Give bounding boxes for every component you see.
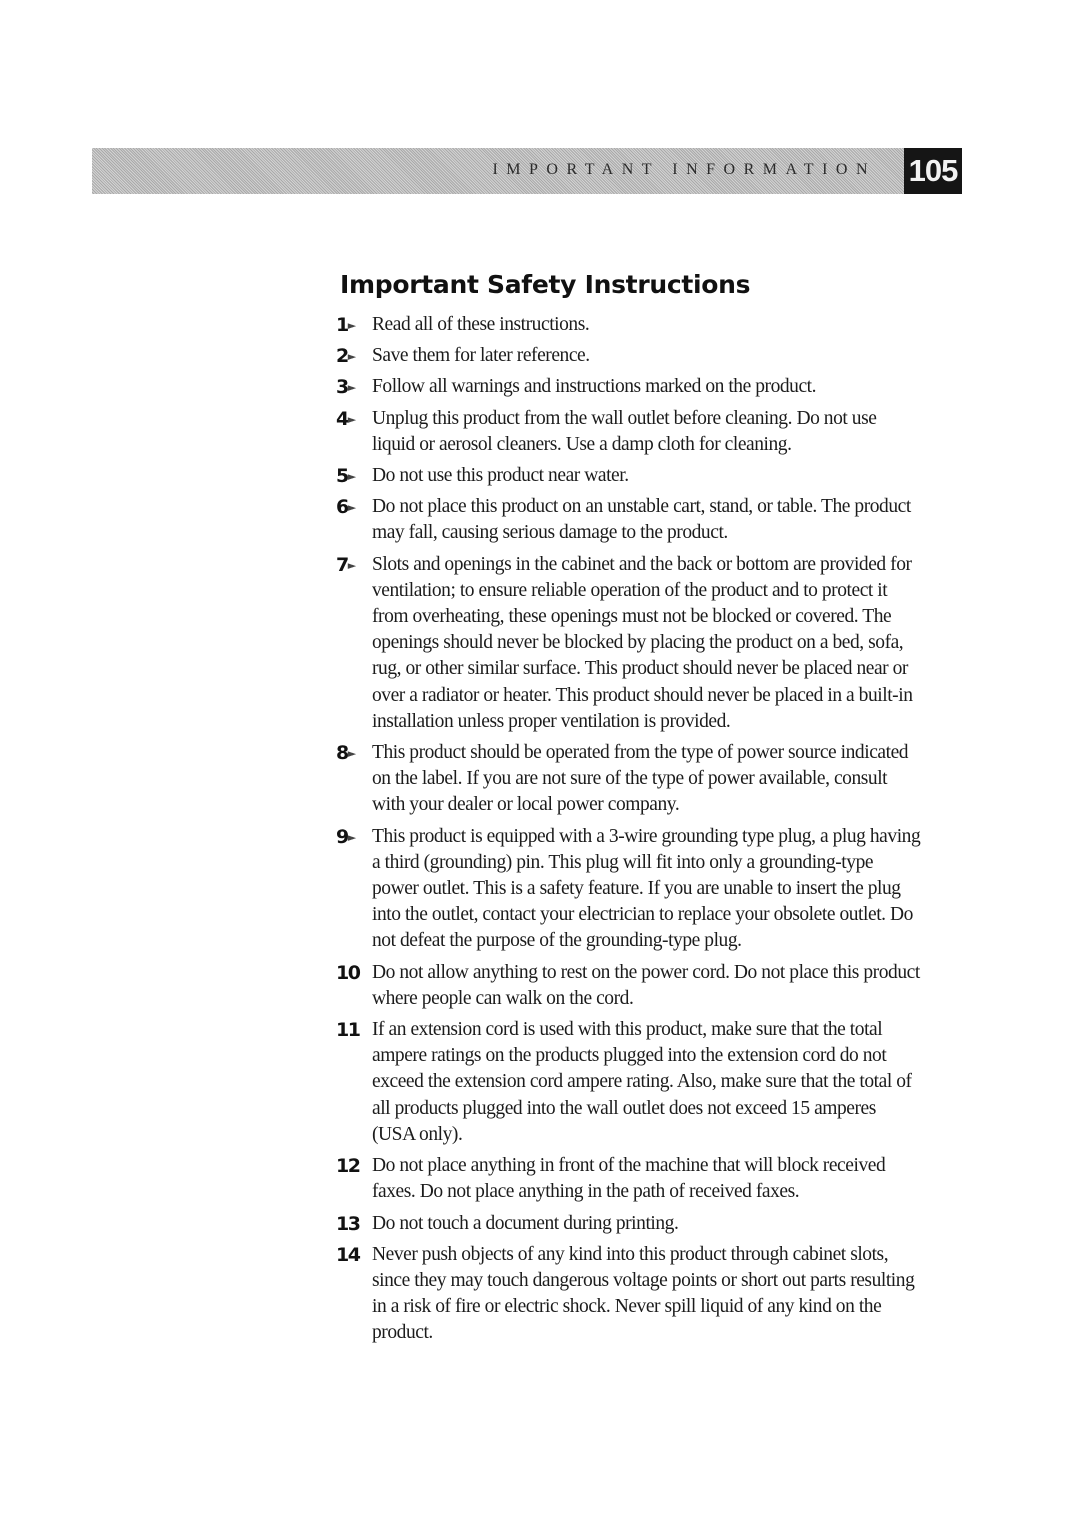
step-number: [336, 960, 370, 986]
instruction-item: [336, 374, 922, 400]
step-number-value: 9: [336, 825, 348, 848]
instruction-item: [336, 960, 922, 1012]
header-label: IMPORTANT INFORMATION: [492, 161, 876, 178]
arrow-icon: ►: [347, 830, 357, 844]
step-number-value: 7: [336, 553, 348, 576]
arrow-icon: ►: [347, 501, 357, 515]
step-number-value: 5: [336, 465, 348, 488]
instruction-text: Read all of these instructions.: [372, 314, 590, 335]
step-number: [336, 406, 370, 433]
step-number-value: 1: [336, 314, 348, 336]
section-title: Important Safety Instructions: [340, 270, 751, 299]
step-number-value: 3: [336, 376, 348, 399]
instruction-text: Do not place this product on an unstable cart, stand, or table. The product may fall, causing serious damage to the product.: [372, 496, 911, 544]
step-number: [336, 824, 370, 851]
instruction-text: Do not place anything in front of the machine that will block received faxes. Do not place anything in the path of received faxes.: [372, 1155, 886, 1203]
arrow-icon: ►: [347, 558, 357, 572]
instruction-text: Do not allow anything to rest on the power cord. Do not place this product where people can walk on the cord.: [372, 961, 920, 1009]
instruction-item: [336, 1211, 922, 1237]
arrow-icon: ►: [347, 350, 357, 364]
instruction-list: [336, 312, 922, 1352]
instruction-item: [336, 494, 922, 546]
instruction-text: Save them for later reference.: [372, 345, 590, 367]
instruction-text: Slots and openings in the cabinet and the back or bottom are provided for ventilation; to ensure reliable operation of the product and to protect it from overheating, these openings must not be blocked or covered. The openings should never be blocked by placing the product on a bed, sofa, rug, or other similar surface. This product should never be placed near or over a radiator or heater. This product should never be placed in a built-in installation unless proper ventilation is provided.: [372, 553, 913, 732]
instruction-text: Do not touch a document during printing.: [372, 1212, 679, 1234]
step-number-value: 2: [336, 345, 348, 368]
step-number-value: 6: [336, 496, 348, 519]
step-number-value: 14: [336, 1243, 360, 1266]
instruction-text: This product is equipped with a 3-wire grounding type plug, a plug having a third (grounding) pin. This plug will fit into only a grounding-type power outlet. This is a safety feature. If you are unable to insert the plug into the outlet, contact your electrician to replace your obsolete outlet. Do not defeat the purpose of the grounding-type plug.: [372, 825, 921, 952]
arrow-icon: ►: [347, 470, 357, 484]
instruction-item: [336, 343, 922, 369]
page-number: 105: [904, 148, 962, 194]
instruction-item: [336, 824, 922, 955]
instruction-item: [336, 1242, 922, 1347]
step-number-value: 10: [336, 961, 360, 984]
arrow-icon: ►: [347, 412, 357, 426]
step-number: [336, 494, 370, 521]
instruction-item: [336, 312, 922, 338]
header-band: [92, 148, 962, 194]
instruction-text: This product should be operated from the type of power source indicated on the label. If you are not sure of the type of power available, consult with your dealer or local power company.: [372, 742, 909, 816]
instruction-item: [336, 1153, 922, 1205]
instruction-item: [336, 740, 922, 819]
instruction-text: If an extension cord is used with this product, make sure that the total ampere ratings on the products plugged into the extension cord do not exceed the extension cord ampere rating. Also, make sure that the total of all products plugged into the wall outlet does not exceed 15 amperes (USA only).: [372, 1019, 912, 1145]
instruction-text: Never push objects of any kind into this product through cabinet slots, since they may touch dangerous voltage points or short out parts resulting in a risk of fire or electric shock. Never spill liquid of any kind on the product.: [372, 1243, 915, 1344]
step-number-value: 8: [336, 742, 348, 765]
arrow-icon: ►: [347, 381, 357, 395]
step-number-value: 13: [336, 1212, 360, 1235]
step-number: [336, 343, 370, 370]
step-number: [336, 463, 370, 490]
arrow-icon: ►: [347, 319, 357, 332]
instruction-text: Do not use this product near water.: [372, 465, 629, 487]
step-number: [336, 312, 370, 339]
instruction-item: [336, 552, 922, 735]
step-number: [336, 1211, 370, 1237]
instruction-item: [336, 1017, 922, 1148]
step-number-value: 4: [336, 407, 348, 430]
step-number: [336, 740, 370, 767]
instruction-item: [336, 463, 922, 489]
instruction-text: Unplug this product from the wall outlet before cleaning. Do not use liquid or aerosol cleaners. Use a damp cloth for cleaning.: [372, 407, 877, 455]
step-number: [336, 1153, 370, 1179]
step-number: [336, 1242, 370, 1268]
step-number-value: 12: [336, 1155, 360, 1178]
instruction-item: [336, 406, 922, 458]
step-number: [336, 374, 370, 401]
step-number: [336, 1017, 370, 1043]
instruction-text: Follow all warnings and instructions marked on the product.: [372, 376, 817, 398]
step-number: [336, 552, 370, 579]
arrow-icon: ►: [347, 747, 357, 761]
step-number-value: 11: [336, 1019, 360, 1042]
